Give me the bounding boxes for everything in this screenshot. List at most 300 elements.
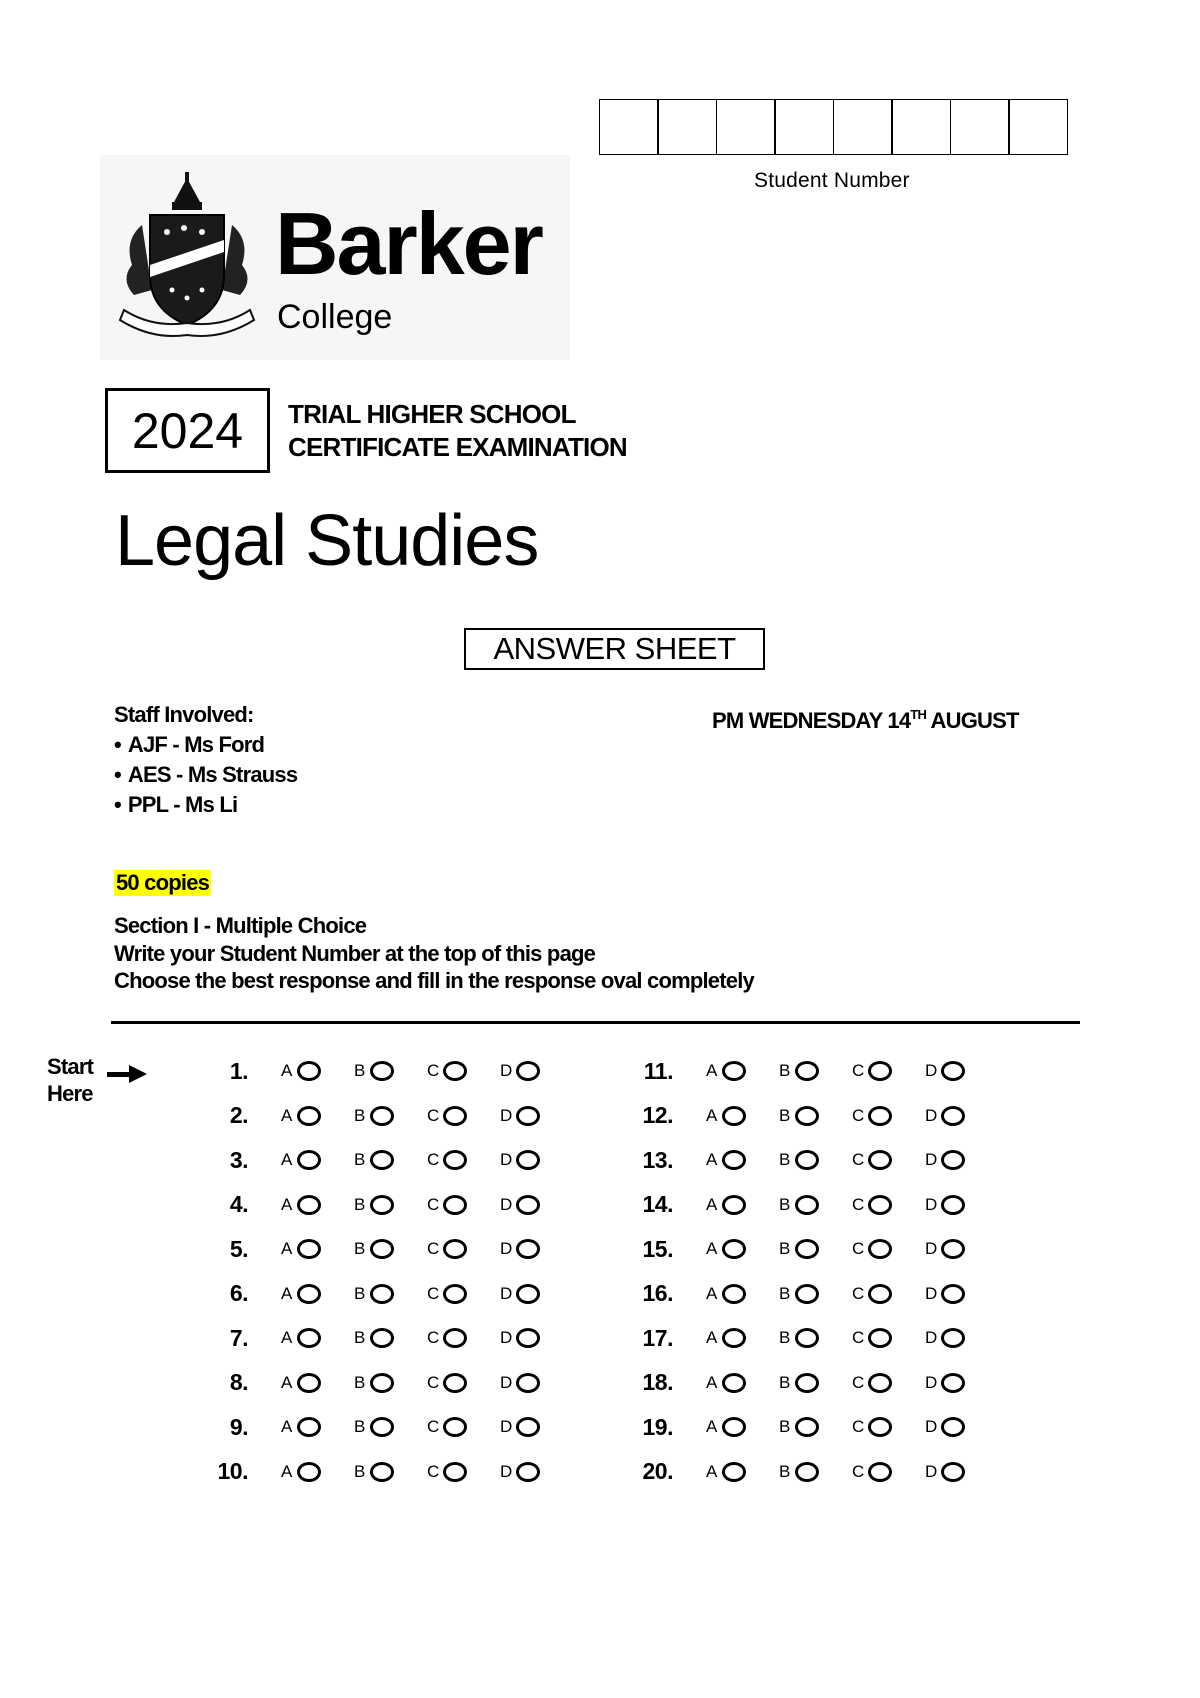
response-oval[interactable] — [941, 1328, 965, 1348]
option-letter: D — [925, 1461, 938, 1481]
question-number: 15. — [642, 1235, 673, 1262]
exam-title-line2: CERTIFICATE EXAMINATION — [288, 432, 627, 462]
response-oval[interactable] — [722, 1106, 746, 1126]
option-letter: A — [281, 1283, 293, 1303]
response-oval[interactable] — [443, 1239, 467, 1259]
response-oval[interactable] — [722, 1373, 746, 1393]
option-letter: C — [852, 1372, 865, 1392]
question-number: 19. — [642, 1413, 673, 1440]
question-number: 17. — [642, 1324, 673, 1351]
option-letter: D — [500, 1328, 513, 1347]
option-d[interactable] — [500, 1106, 540, 1126]
instruction-line: Section I - Multiple Choice — [114, 913, 367, 938]
exam-date-prefix: PM WEDNESDAY 14 — [712, 708, 911, 733]
option-b[interactable] — [779, 1150, 819, 1170]
option-letter: D — [925, 1283, 938, 1303]
option-letter: D — [925, 1061, 938, 1080]
response-oval[interactable] — [795, 1417, 819, 1437]
option-c[interactable] — [852, 1150, 892, 1170]
response-oval[interactable] — [868, 1284, 892, 1304]
response-oval[interactable] — [443, 1150, 467, 1170]
crest-icon — [112, 170, 262, 345]
response-oval[interactable] — [370, 1462, 394, 1482]
response-oval[interactable] — [297, 1106, 321, 1126]
option-a[interactable] — [281, 1106, 321, 1126]
option-d[interactable] — [500, 1417, 540, 1437]
option-a[interactable] — [281, 1239, 321, 1259]
option-letter: D — [500, 1239, 513, 1258]
option-c[interactable] — [852, 1106, 892, 1126]
option-d[interactable] — [925, 1373, 965, 1393]
option-b[interactable] — [354, 1195, 394, 1215]
question-row — [625, 1234, 965, 1264]
option-letter: B — [779, 1372, 791, 1392]
option-a[interactable] — [281, 1328, 321, 1348]
option-letter: B — [354, 1417, 366, 1436]
response-oval[interactable] — [941, 1106, 965, 1126]
question-number: 18. — [642, 1369, 673, 1395]
option-letter: A — [706, 1061, 718, 1080]
response-oval[interactable] — [941, 1150, 965, 1170]
student-number-box[interactable] — [716, 99, 776, 155]
question-row — [200, 1323, 540, 1353]
answer-sheet-heading: ANSWER SHEET — [464, 628, 765, 670]
question-row — [625, 1145, 965, 1175]
option-letter: D — [925, 1372, 938, 1392]
option-letter: B — [779, 1105, 791, 1125]
option-letter: A — [281, 1105, 293, 1125]
option-a[interactable] — [281, 1373, 321, 1393]
option-c[interactable] — [427, 1150, 467, 1170]
option-letter: B — [354, 1328, 366, 1347]
option-a[interactable] — [281, 1061, 321, 1081]
response-oval[interactable] — [516, 1462, 540, 1482]
option-d[interactable] — [925, 1328, 965, 1348]
option-c[interactable] — [427, 1328, 467, 1348]
question-row — [625, 1368, 965, 1398]
option-d[interactable] — [500, 1462, 540, 1482]
option-c[interactable] — [427, 1061, 467, 1081]
arrow-right-icon — [107, 1063, 147, 1085]
option-a[interactable] — [281, 1417, 321, 1437]
response-oval[interactable] — [443, 1373, 467, 1393]
question-number: 13. — [642, 1146, 673, 1173]
option-letter: C — [852, 1417, 865, 1436]
option-letter: B — [354, 1283, 366, 1303]
option-a[interactable] — [281, 1462, 321, 1482]
option-b[interactable] — [354, 1150, 394, 1170]
option-letter: C — [427, 1105, 440, 1125]
response-oval[interactable] — [722, 1239, 746, 1259]
option-b[interactable] — [354, 1239, 394, 1259]
option-a[interactable] — [281, 1284, 321, 1304]
response-oval[interactable] — [795, 1195, 819, 1215]
option-letter: D — [500, 1194, 513, 1214]
response-oval[interactable] — [795, 1328, 819, 1348]
response-oval[interactable] — [941, 1239, 965, 1259]
option-letter: A — [706, 1372, 718, 1392]
student-number-box[interactable] — [833, 99, 893, 155]
option-letter: C — [852, 1283, 865, 1303]
student-number-box[interactable] — [950, 99, 1010, 155]
question-row — [200, 1145, 540, 1175]
option-letter: C — [852, 1239, 865, 1258]
response-oval[interactable] — [941, 1061, 965, 1081]
question-number: 16. — [642, 1280, 673, 1306]
question-number: 10. — [217, 1458, 248, 1484]
option-a[interactable] — [706, 1061, 746, 1081]
option-d[interactable] — [925, 1462, 965, 1482]
option-letter: A — [706, 1239, 718, 1258]
option-c[interactable] — [852, 1417, 892, 1437]
student-number-box[interactable] — [657, 99, 717, 155]
response-oval[interactable] — [795, 1373, 819, 1393]
option-b[interactable] — [779, 1061, 819, 1081]
instruction-line: Write your Student Number at the top of this page — [114, 940, 596, 966]
response-oval[interactable] — [941, 1462, 965, 1482]
option-c[interactable] — [852, 1462, 892, 1482]
instruction-line: Choose the best response and fill in the response oval completely — [114, 968, 754, 993]
response-oval[interactable] — [868, 1328, 892, 1348]
option-a[interactable] — [706, 1373, 746, 1393]
option-d[interactable] — [500, 1150, 540, 1170]
staff-item: • AJF - Ms Ford — [114, 730, 297, 760]
response-oval[interactable] — [516, 1284, 540, 1304]
start-here-line1: Start — [47, 1054, 94, 1079]
option-b[interactable] — [779, 1462, 819, 1482]
option-b[interactable] — [354, 1284, 394, 1304]
response-oval[interactable] — [795, 1150, 819, 1170]
option-b[interactable] — [779, 1328, 819, 1348]
option-letter: C — [852, 1061, 865, 1080]
option-letter: A — [281, 1061, 293, 1080]
response-oval[interactable] — [795, 1239, 819, 1259]
option-a[interactable] — [706, 1106, 746, 1126]
option-letter: A — [706, 1328, 718, 1347]
option-letter: C — [852, 1461, 865, 1481]
option-letter: B — [779, 1328, 791, 1347]
question-row — [200, 1190, 540, 1220]
option-letter: C — [427, 1283, 440, 1303]
option-d[interactable] — [925, 1150, 965, 1170]
option-d[interactable] — [925, 1106, 965, 1126]
response-oval[interactable] — [370, 1061, 394, 1081]
response-oval[interactable] — [516, 1106, 540, 1126]
response-oval[interactable] — [722, 1150, 746, 1170]
option-letter: B — [779, 1061, 791, 1080]
option-c[interactable] — [427, 1284, 467, 1304]
option-letter: D — [500, 1150, 513, 1169]
response-oval[interactable] — [941, 1373, 965, 1393]
response-oval[interactable] — [516, 1239, 540, 1259]
response-oval[interactable] — [941, 1417, 965, 1437]
option-letter: D — [925, 1150, 938, 1169]
option-letter: C — [427, 1372, 440, 1392]
student-number-box[interactable] — [891, 99, 951, 155]
staff-involved — [114, 700, 297, 820]
option-c[interactable] — [427, 1106, 467, 1126]
exam-year: 2024 — [105, 388, 270, 473]
exam-title-line1: TRIAL HIGHER SCHOOL — [288, 399, 576, 429]
option-letter: A — [706, 1105, 718, 1125]
question-row — [625, 1190, 965, 1220]
response-oval[interactable] — [443, 1106, 467, 1126]
staff-item: • AES - Ms Strauss — [114, 760, 297, 790]
option-a[interactable] — [706, 1284, 746, 1304]
option-letter: D — [925, 1194, 938, 1214]
option-letter: C — [427, 1150, 440, 1169]
option-letter: B — [779, 1194, 791, 1214]
subject-title: Legal Studies — [115, 501, 539, 581]
response-oval[interactable] — [868, 1106, 892, 1126]
option-a[interactable] — [706, 1195, 746, 1215]
option-letter: C — [427, 1461, 440, 1481]
option-c[interactable] — [852, 1284, 892, 1304]
option-c[interactable] — [852, 1061, 892, 1081]
option-b[interactable] — [779, 1373, 819, 1393]
question-row — [200, 1279, 540, 1309]
option-a[interactable] — [706, 1328, 746, 1348]
option-letter: D — [500, 1061, 513, 1080]
response-oval[interactable] — [370, 1284, 394, 1304]
option-a[interactable] — [706, 1150, 746, 1170]
option-letter: C — [427, 1417, 440, 1436]
option-letter: C — [852, 1150, 865, 1169]
start-here-line2: Here — [47, 1081, 93, 1106]
response-oval[interactable] — [443, 1417, 467, 1437]
exam-title — [288, 398, 627, 464]
exam-date — [712, 700, 1019, 736]
question-row — [625, 1056, 965, 1086]
question-row — [200, 1101, 540, 1131]
option-d[interactable] — [500, 1195, 540, 1215]
option-a[interactable] — [706, 1417, 746, 1437]
option-letter: A — [281, 1417, 293, 1436]
option-b[interactable] — [779, 1195, 819, 1215]
option-letter: B — [779, 1461, 791, 1481]
option-b[interactable] — [779, 1417, 819, 1437]
student-number-label: Student Number — [754, 169, 910, 192]
student-number-box[interactable] — [774, 99, 834, 155]
option-c[interactable] — [427, 1195, 467, 1215]
response-oval[interactable] — [370, 1417, 394, 1437]
response-oval[interactable] — [297, 1150, 321, 1170]
response-oval[interactable] — [297, 1328, 321, 1348]
exam-date-suffix: AUGUST — [926, 708, 1019, 733]
response-oval[interactable] — [722, 1284, 746, 1304]
question-number: 11. — [643, 1057, 673, 1084]
option-d[interactable] — [925, 1417, 965, 1437]
response-oval[interactable] — [443, 1462, 467, 1482]
question-row — [625, 1279, 965, 1309]
option-d[interactable] — [500, 1239, 540, 1259]
option-letter: B — [354, 1150, 366, 1169]
response-oval[interactable] — [516, 1373, 540, 1393]
option-c[interactable] — [427, 1462, 467, 1482]
option-a[interactable] — [706, 1462, 746, 1482]
option-letter: A — [706, 1417, 718, 1436]
response-oval[interactable] — [443, 1061, 467, 1081]
option-d[interactable] — [500, 1373, 540, 1393]
option-b[interactable] — [354, 1328, 394, 1348]
question-row — [625, 1101, 965, 1131]
option-d[interactable] — [500, 1061, 540, 1081]
response-oval[interactable] — [941, 1195, 965, 1215]
response-oval[interactable] — [370, 1150, 394, 1170]
response-oval[interactable] — [722, 1417, 746, 1437]
question-row — [200, 1368, 540, 1398]
option-c[interactable] — [427, 1417, 467, 1437]
option-letter: A — [281, 1150, 293, 1169]
response-oval[interactable] — [443, 1328, 467, 1348]
option-letter: D — [500, 1283, 513, 1303]
response-oval[interactable] — [370, 1373, 394, 1393]
response-oval[interactable] — [297, 1239, 321, 1259]
question-number: 2. — [229, 1102, 248, 1128]
option-c[interactable] — [427, 1373, 467, 1393]
question-row — [200, 1234, 540, 1264]
option-letter: C — [427, 1194, 440, 1214]
option-b[interactable] — [779, 1106, 819, 1126]
response-oval[interactable] — [516, 1061, 540, 1081]
response-oval[interactable] — [868, 1150, 892, 1170]
response-oval[interactable] — [516, 1150, 540, 1170]
response-oval[interactable] — [868, 1061, 892, 1081]
option-letter: D — [500, 1417, 513, 1436]
option-letter: B — [354, 1461, 366, 1481]
option-b[interactable] — [354, 1106, 394, 1126]
option-letter: D — [925, 1417, 938, 1436]
response-oval[interactable] — [795, 1106, 819, 1126]
option-letter: B — [779, 1239, 791, 1258]
response-oval[interactable] — [868, 1462, 892, 1482]
option-letter: A — [706, 1461, 718, 1481]
response-oval[interactable] — [795, 1462, 819, 1482]
response-oval[interactable] — [297, 1462, 321, 1482]
option-c[interactable] — [852, 1373, 892, 1393]
option-letter: A — [281, 1239, 293, 1258]
option-b[interactable] — [779, 1239, 819, 1259]
question-number: 5. — [229, 1235, 248, 1262]
response-oval[interactable] — [941, 1284, 965, 1304]
option-letter: B — [354, 1061, 366, 1080]
option-d[interactable] — [925, 1284, 965, 1304]
option-letter: A — [281, 1194, 293, 1214]
response-oval[interactable] — [297, 1195, 321, 1215]
staff-item: • PPL - Ms Li — [114, 790, 297, 820]
response-oval[interactable] — [370, 1106, 394, 1126]
question-row — [625, 1323, 965, 1353]
option-c[interactable] — [852, 1195, 892, 1215]
option-d[interactable] — [925, 1195, 965, 1215]
divider — [111, 1021, 1080, 1024]
option-d[interactable] — [500, 1328, 540, 1348]
option-c[interactable] — [852, 1239, 892, 1259]
response-oval[interactable] — [722, 1462, 746, 1482]
logo-subtitle: College — [277, 298, 393, 336]
option-letter: A — [706, 1194, 718, 1214]
option-letter: B — [354, 1194, 366, 1214]
option-letter: B — [779, 1417, 791, 1436]
question-row — [200, 1457, 540, 1487]
option-c[interactable] — [427, 1239, 467, 1259]
question-number: 1. — [229, 1057, 248, 1084]
option-d[interactable] — [500, 1284, 540, 1304]
question-number: 3. — [229, 1146, 248, 1173]
option-letter: A — [281, 1461, 293, 1481]
option-letter: B — [779, 1283, 791, 1303]
question-number: 14. — [642, 1191, 673, 1217]
option-a[interactable] — [706, 1239, 746, 1259]
response-oval[interactable] — [516, 1417, 540, 1437]
option-a[interactable] — [281, 1150, 321, 1170]
response-oval[interactable] — [443, 1284, 467, 1304]
option-a[interactable] — [281, 1195, 321, 1215]
student-number-box[interactable] — [599, 99, 659, 155]
option-letter: C — [427, 1239, 440, 1258]
response-oval[interactable] — [443, 1195, 467, 1215]
response-oval[interactable] — [868, 1195, 892, 1215]
option-d[interactable] — [925, 1239, 965, 1259]
response-oval[interactable] — [370, 1195, 394, 1215]
response-oval[interactable] — [297, 1373, 321, 1393]
question-number: 12. — [642, 1102, 673, 1128]
option-b[interactable] — [354, 1061, 394, 1081]
option-c[interactable] — [852, 1328, 892, 1348]
option-b[interactable] — [354, 1462, 394, 1482]
option-b[interactable] — [354, 1373, 394, 1393]
option-letter: B — [354, 1239, 366, 1258]
response-oval[interactable] — [722, 1328, 746, 1348]
option-letter: C — [427, 1061, 440, 1080]
option-d[interactable] — [925, 1061, 965, 1081]
response-oval[interactable] — [297, 1417, 321, 1437]
response-oval[interactable] — [722, 1195, 746, 1215]
option-letter: B — [779, 1150, 791, 1169]
question-row — [625, 1457, 965, 1487]
response-oval[interactable] — [795, 1061, 819, 1081]
option-letter: A — [281, 1372, 293, 1392]
option-letter: C — [427, 1328, 440, 1347]
response-oval[interactable] — [868, 1239, 892, 1259]
response-oval[interactable] — [297, 1061, 321, 1081]
option-b[interactable] — [354, 1417, 394, 1437]
option-letter: C — [852, 1328, 865, 1347]
response-oval[interactable] — [868, 1417, 892, 1437]
response-oval[interactable] — [516, 1328, 540, 1348]
response-oval[interactable] — [297, 1284, 321, 1304]
question-row — [200, 1412, 540, 1442]
option-letter: C — [852, 1194, 865, 1214]
question-number: 4. — [229, 1191, 248, 1217]
response-oval[interactable] — [868, 1373, 892, 1393]
instructions — [114, 912, 754, 995]
response-oval[interactable] — [370, 1239, 394, 1259]
option-b[interactable] — [779, 1284, 819, 1304]
response-oval[interactable] — [795, 1284, 819, 1304]
question-row — [200, 1056, 540, 1086]
question-number: 20. — [642, 1458, 673, 1484]
response-oval[interactable] — [516, 1195, 540, 1215]
response-oval[interactable] — [370, 1328, 394, 1348]
option-letter: D — [500, 1105, 513, 1125]
option-letter: B — [354, 1372, 366, 1392]
response-oval[interactable] — [722, 1061, 746, 1081]
option-letter: D — [925, 1105, 938, 1125]
student-number-box[interactable] — [1008, 99, 1068, 155]
question-number: 9. — [229, 1413, 248, 1440]
option-letter: D — [500, 1372, 513, 1392]
